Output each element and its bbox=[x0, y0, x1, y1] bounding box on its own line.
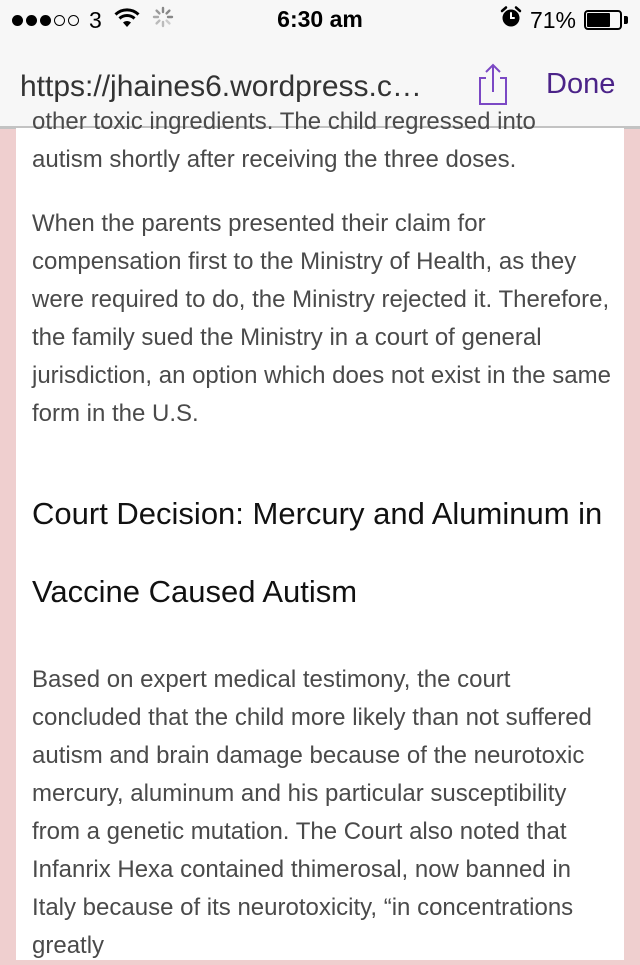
battery-level-fill bbox=[587, 13, 610, 27]
article-paragraph: Based on expert medical testimony, the court concluded that the child more likely than not suffered autism and brain damage because of the neurotoxic mercury, aluminum and his particular susceptibility from a genetic mutation. The Court also noted that Infanrix Hexa contained thimerosal, now banned in Italy because of its neurotoxicity, “in concentrations greatly bbox=[32, 666, 592, 959]
url-field[interactable]: https://jhaines6.wordpress.c… bbox=[20, 70, 422, 103]
activity-spinner-icon bbox=[152, 6, 174, 34]
battery-percent: 71% bbox=[529, 6, 576, 33]
wifi-icon bbox=[114, 7, 140, 34]
article-paragraph: When the parents presented their claim for compensation first to the Ministry of Health, as they were required to do, the Ministry rejected it. Therefore, the family sued the Ministry in a court of general jurisdiction, an option which does not exist in the same form in the U.S. bbox=[32, 210, 611, 427]
web-content[interactable] bbox=[0, 108, 640, 960]
share-button[interactable] bbox=[474, 62, 512, 106]
share-icon bbox=[474, 62, 512, 106]
section-heading: Court Decision: Mercury and Aluminum in Vaccine Caused Autism bbox=[32, 496, 603, 609]
status-right bbox=[500, 6, 628, 34]
status-time: 6:30 am bbox=[277, 6, 363, 32]
signal-strength-icon bbox=[12, 15, 79, 26]
status-left bbox=[12, 6, 174, 34]
article-paragraph: other toxic ingredients. The child regressed into autism shortly after receiving the three doses. bbox=[32, 108, 536, 173]
article-body bbox=[32, 103, 612, 965]
alarm-clock-icon bbox=[500, 6, 522, 34]
battery-icon bbox=[584, 10, 628, 30]
status-bar bbox=[0, 0, 640, 40]
done-button[interactable]: Done bbox=[546, 68, 616, 100]
article-card bbox=[16, 108, 624, 960]
carrier-label: 3 bbox=[89, 6, 102, 33]
